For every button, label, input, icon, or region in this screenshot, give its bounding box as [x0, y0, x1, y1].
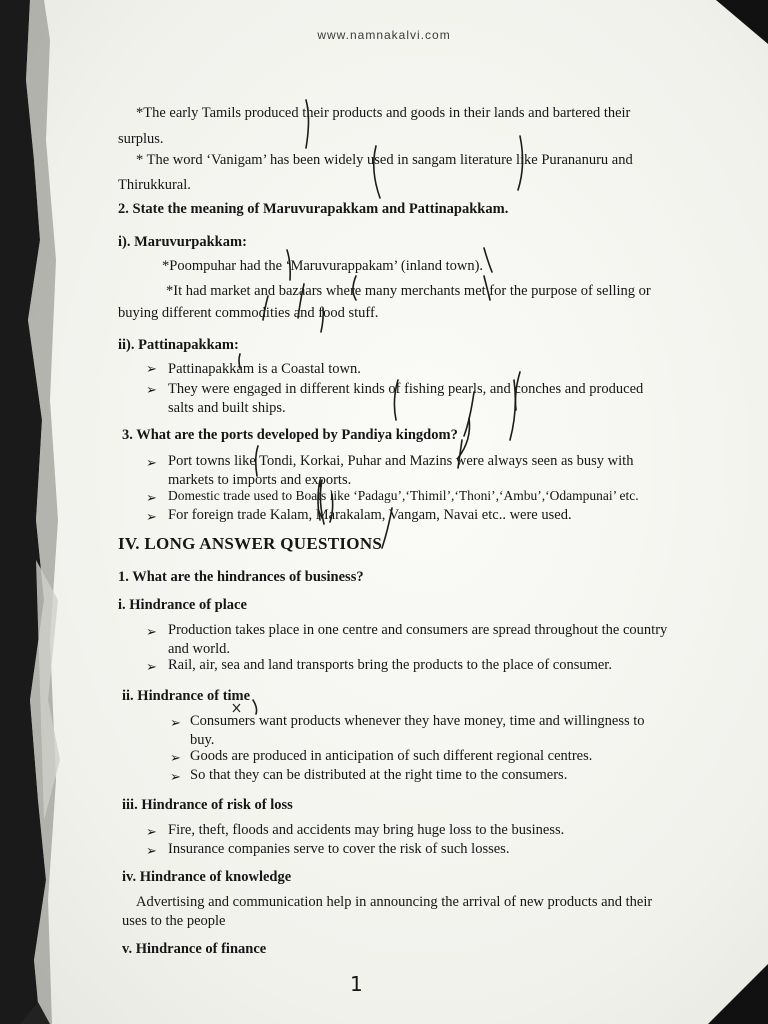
hindrance-finance-heading: v. Hindrance of finance: [122, 941, 267, 957]
hindrance-place-heading: i. Hindrance of place: [118, 597, 247, 613]
pattinapakkam-heading: ii). Pattinapakkam:: [118, 337, 239, 353]
question-3-title: 3. What are the ports developed by Pandiya kingdom?: [122, 427, 458, 443]
section-4-title: IV. LONG ANSWER QUESTIONS: [118, 534, 383, 553]
hindrance-time-bullet-1-line-1: Consumers want products whenever they have money, time and willingness to: [190, 713, 645, 729]
pattinapakkam-bullet-2-line-1: They were engaged in different kinds of fishing pearls, and conches and produced: [168, 381, 644, 397]
maruvurpakkam-line-3: buying different commodities and food stuff.: [118, 305, 379, 321]
page-number: 1: [350, 972, 363, 996]
bullet-arrow-icon: ➢: [146, 660, 157, 675]
bullet-arrow-icon: ➢: [170, 751, 181, 766]
hindrance-place-bullet-1-line-1: Production takes place in one centre and consumers are spread throughout the country: [168, 622, 668, 638]
bullet-arrow-icon: ➢: [146, 383, 157, 398]
header-website: www.namnakalvi.com: [317, 28, 451, 42]
bullet-arrow-icon: ➢: [146, 825, 157, 840]
maruvurpakkam-line-2: *It had market and bazaars where many merchants met for the purpose of selling or: [166, 283, 651, 299]
question-2-title: 2. State the meaning of Maruvurapakkam and Pattinapakkam.: [118, 201, 509, 217]
ports-bullet-3: For foreign trade Kalam, Marakalam, Vangam, Navai etc.. were used.: [168, 507, 572, 523]
hindrance-place-bullet-2: Rail, air, sea and land transports bring the products to the place of consumer.: [168, 657, 612, 673]
bullet-arrow-icon: ➢: [146, 362, 157, 377]
bullet-arrow-icon: ➢: [146, 625, 157, 640]
bullet-arrow-icon: ➢: [146, 844, 157, 859]
scan-corner-bottom-right: [698, 964, 768, 1024]
hindrance-knowledge-heading: iv. Hindrance of knowledge: [122, 869, 292, 885]
maruvurpakkam-heading: i). Maruvurpakkam:: [118, 234, 247, 250]
hindrance-time-bullet-1-line-2: buy.: [190, 732, 215, 748]
hindrance-knowledge-line-1: Advertising and communication help in announcing the arrival of new products and their: [136, 894, 653, 910]
ports-bullet-2: Domestic trade used to Boats like ‘Padagu’,‘Thimil’,‘Thoni’,‘Ambu’,‘Odampunai’ etc.: [168, 488, 639, 503]
intro-line-3: * The word ‘Vanigam’ has been widely used in sangam literature like Purananuru and: [136, 152, 633, 168]
bullet-arrow-icon: ➢: [146, 491, 157, 506]
pattinapakkam-bullet-2-line-2: salts and built ships.: [168, 400, 286, 416]
intro-line-4: Thirukkural.: [118, 177, 191, 193]
intro-line-2: surplus.: [118, 131, 164, 147]
bullet-arrow-icon: ➢: [146, 456, 157, 471]
intro-line-1: *The early Tamils produced their products and goods in their lands and bartered their: [136, 105, 631, 121]
hindrance-time-bullet-3: So that they can be distributed at the right time to the consumers.: [190, 767, 568, 783]
bullet-arrow-icon: ➢: [170, 716, 181, 731]
bullet-arrow-icon: ➢: [170, 770, 181, 785]
hindrance-place-bullet-1-line-2: and world.: [168, 641, 231, 657]
maruvurpakkam-line-1: *Poompuhar had the ‘Maruvurappakam’ (inland town).: [162, 258, 484, 274]
long-question-1: 1. What are the hindrances of business?: [118, 569, 364, 585]
ports-bullet-1-line-2: markets to imports and exports.: [168, 472, 352, 488]
hindrance-time-heading: ii. Hindrance of time: [122, 688, 251, 704]
ports-bullet-1-line-1: Port towns like Tondi, Korkai, Puhar and Mazins were always seen as busy with: [168, 453, 634, 469]
hindrance-risk-heading: iii. Hindrance of risk of loss: [122, 797, 293, 813]
scan-corner-bottom-left: [20, 994, 60, 1024]
scan-edge-shadow: [0, 0, 64, 1024]
hindrance-knowledge-line-2: uses to the people: [122, 913, 226, 929]
pattinapakkam-bullet-1: Pattinapakkam is a Coastal town.: [168, 361, 361, 377]
bullet-arrow-icon: ➢: [146, 510, 157, 525]
hindrance-time-bullet-2: Goods are produced in anticipation of such different regional centres.: [190, 748, 593, 764]
hindrance-risk-bullet-1: Fire, theft, floods and accidents may bring huge loss to the business.: [168, 822, 565, 838]
hindrance-risk-bullet-2: Insurance companies serve to cover the risk of such losses.: [168, 841, 510, 857]
